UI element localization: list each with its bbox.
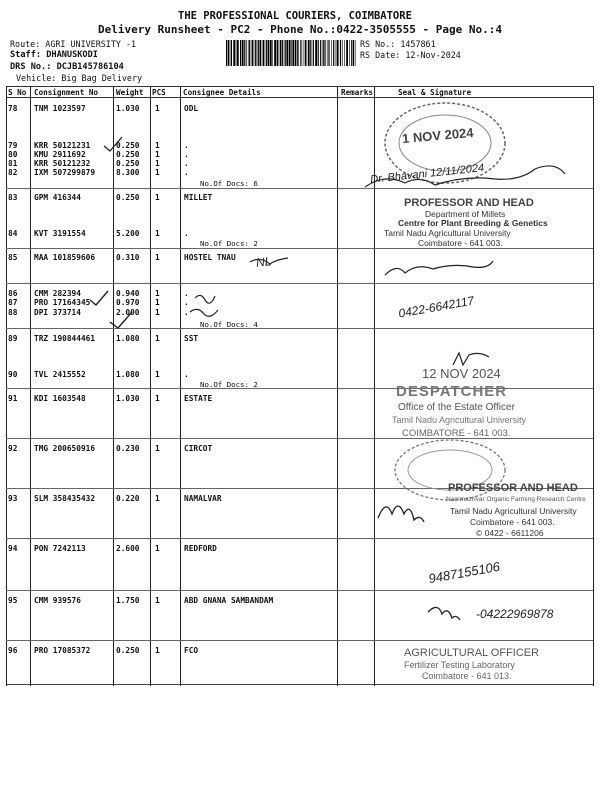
staff-label: Staff: DHANUSKODI — [10, 50, 98, 60]
cell-sno: 79 — [8, 141, 18, 150]
stamp-date: 1 NOV 2024 — [401, 124, 475, 147]
cell-pcs: 1 — [155, 289, 160, 298]
col-consignment: Consignment No — [34, 88, 99, 97]
cell-wt: 0.310 — [116, 253, 140, 262]
rs-date: RS Date: 12-Nov-2024 — [360, 50, 461, 60]
cell-det: . — [184, 308, 189, 317]
cell-cn: KDI 1603548 — [34, 394, 86, 403]
stamp-line: Tamil Nadu Agricultural University — [392, 415, 527, 425]
cell-sno: 80 — [8, 150, 18, 159]
cell-det: HOSTEL TNAU — [184, 253, 236, 262]
cell-det: . — [184, 168, 189, 177]
cell-pcs: 1 — [155, 370, 160, 379]
stamp-line: Coimbatore - 641 003. — [470, 517, 555, 527]
company-name: THE PROFESSIONAL COURIERS, COIMBATORE — [178, 10, 412, 22]
cell-pcs: 1 — [155, 494, 160, 503]
handwritten-mark — [195, 295, 215, 303]
cell-wt: 0.230 — [116, 444, 140, 453]
col-remarks: Remarks — [341, 88, 374, 97]
signature-scrawl — [378, 506, 424, 522]
stamp-line: Office of the Estate Officer — [398, 402, 515, 413]
docs-count: No.Of Docs: 2 — [200, 239, 258, 248]
stamp-line: © 0422 - 6611206 — [476, 528, 544, 538]
cell-det: ABD GNANA SAMBANDAM — [184, 596, 274, 605]
cell-pcs: 1 — [155, 168, 160, 177]
cell-cn: TRZ 190844461 — [34, 334, 96, 343]
cell-pcs: 1 — [155, 193, 160, 202]
cell-sno: 93 — [8, 494, 18, 503]
drs-number: DRS No.: DCJB145786104 — [10, 62, 124, 72]
cell-det: . — [184, 150, 189, 159]
cell-cn: GPM 416344 — [34, 193, 81, 202]
cell-sno: 95 — [8, 596, 18, 605]
cell-det: REDFORD — [184, 544, 217, 553]
cell-cn: CMM 282394 — [34, 289, 81, 298]
cell-wt: 1.080 — [116, 370, 140, 379]
col-sno: S No — [8, 88, 27, 97]
cell-wt: 0.220 — [116, 494, 140, 503]
cell-pcs: 1 — [155, 150, 160, 159]
cell-sno: 83 — [8, 193, 18, 202]
cell-wt: 0.250 — [116, 646, 140, 655]
cell-wt: 0.250 — [116, 193, 140, 202]
cell-cn: DPI 373714 — [34, 308, 81, 317]
rs-number: RS No.: 1457861 — [360, 39, 436, 49]
stamp-line: Centre for Plant Breeding & Genetics — [398, 218, 548, 228]
cell-cn: TMG 200650916 — [34, 444, 96, 453]
cell-sno: 94 — [8, 544, 18, 553]
col-consignee: Consignee Details — [183, 88, 261, 97]
cell-det: . — [184, 298, 189, 307]
signature-scrawl — [453, 353, 489, 365]
cell-det: SST — [184, 334, 199, 343]
cell-sno: 85 — [8, 253, 18, 262]
cell-pcs: 1 — [155, 334, 160, 343]
cell-pcs: 1 — [155, 229, 160, 238]
route-label: Route: AGRI UNIVERSITY -1 — [10, 39, 137, 49]
cell-pcs: 1 — [155, 104, 160, 113]
cell-wt: 1.750 — [116, 596, 140, 605]
cell-wt: 0.940 — [116, 289, 140, 298]
vehicle-label: Vehicle: Big Bag Delivery — [16, 73, 143, 83]
cell-cn: PRO 17085372 — [34, 646, 91, 655]
cell-sno: 81 — [8, 159, 18, 168]
cell-sno: 86 — [8, 289, 18, 298]
cell-pcs: 1 — [155, 596, 160, 605]
stamp-line: AGRICULTURAL OFFICER — [404, 647, 540, 659]
stamp-line: PROFESSOR AND HEAD — [404, 197, 534, 209]
handwritten-note: NL — [255, 254, 273, 270]
stamp-line: Nammazhvar Organic Farming Research Centre — [446, 496, 586, 503]
cell-wt: 1.030 — [116, 104, 140, 113]
cell-pcs: 1 — [155, 141, 160, 150]
stamp-line: Department of Millets — [425, 209, 506, 219]
docs-count: No.Of Docs: 2 — [200, 380, 258, 389]
cell-pcs: 1 — [155, 159, 160, 168]
cell-det: . — [184, 229, 189, 238]
stamp-line: DESPATCHER — [396, 383, 508, 400]
handwritten-signature: Dr. Bhavani 12/11/2024 — [369, 162, 485, 186]
stamp-line: PROFESSOR AND HEAD — [448, 482, 578, 494]
col-pcs: PCS — [152, 88, 166, 97]
stamp-line: Tamil Nadu Agricultural University — [450, 506, 577, 516]
cell-sno: 87 — [8, 298, 18, 307]
cell-cn: KRR 50121232 — [34, 159, 91, 168]
cell-det: MILLET — [184, 193, 213, 202]
handwritten-phone: 0422-6642117 — [397, 293, 476, 321]
docs-count: No.Of Docs: 4 — [200, 320, 258, 329]
cell-pcs: 1 — [155, 298, 160, 307]
handwritten-phone: 9487155106 — [427, 558, 502, 587]
signature-scrawl — [428, 607, 460, 620]
cell-wt: 0.250 — [116, 159, 140, 168]
cell-cn: SLM 358435432 — [34, 494, 96, 503]
cell-wt: 1.030 — [116, 394, 140, 403]
cell-wt: 1.080 — [116, 334, 140, 343]
cell-cn: PON 7242113 — [34, 544, 86, 553]
cell-det: . — [184, 370, 189, 379]
col-seal: Seal & Signature — [398, 88, 472, 97]
cell-cn: KRR 50121231 — [34, 141, 91, 150]
cell-pcs: 1 — [155, 394, 160, 403]
cell-det: . — [184, 159, 189, 168]
cell-sno: 89 — [8, 334, 18, 343]
docs-count: No.Of Docs: 6 — [200, 179, 258, 188]
cell-wt: 2.600 — [116, 544, 140, 553]
cell-sno: 78 — [8, 104, 18, 113]
runsheet-title: Delivery Runsheet - PC2 - Phone No.:0422-3505555 - Page No.:4 — [98, 23, 502, 36]
handwritten-mark — [190, 309, 218, 316]
stamp-line: Fertilizer Testing Laboratory — [404, 660, 515, 670]
check-mark — [110, 312, 132, 328]
handwritten-phone: -04222969878 — [476, 607, 554, 621]
cell-det: . — [184, 141, 189, 150]
cell-det: NAMALVAR — [184, 494, 222, 503]
cell-pcs: 1 — [155, 308, 160, 317]
cell-pcs: 1 — [155, 253, 160, 262]
cell-wt: 0.250 — [116, 150, 140, 159]
cell-cn: PRO 17164345 — [34, 298, 91, 307]
cell-sno: 91 — [8, 394, 18, 403]
cell-cn: CMM 939576 — [34, 596, 81, 605]
cell-sno: 92 — [8, 444, 18, 453]
cell-det: . — [184, 289, 189, 298]
stamp-line: Coimbatore - 641 013. — [422, 671, 512, 681]
cell-wt: 8.300 — [116, 168, 140, 177]
stamp-line: Tamil Nadu Agricultural University — [384, 228, 511, 238]
cell-cn: KMU 2911692 — [34, 150, 86, 159]
signature-scrawl — [385, 261, 493, 275]
cell-wt: 0.970 — [116, 298, 140, 307]
cell-cn: TVL 2415552 — [34, 370, 86, 379]
cell-sno: 90 — [8, 370, 18, 379]
stamp-date: 12 NOV 2024 — [422, 366, 501, 381]
cell-pcs: 1 — [155, 444, 160, 453]
cell-sno: 96 — [8, 646, 18, 655]
cell-sno: 84 — [8, 229, 18, 238]
stamp-line: COIMBATORE - 641 003. — [402, 428, 511, 439]
cell-sno: 82 — [8, 168, 18, 177]
cell-sno: 88 — [8, 308, 18, 317]
cell-det: FCO — [184, 646, 199, 655]
check-mark — [90, 291, 108, 305]
cell-pcs: 1 — [155, 544, 160, 553]
cell-det: ODL — [184, 104, 199, 113]
cell-wt: 0.250 — [116, 141, 140, 150]
cell-wt: 5.200 — [116, 229, 140, 238]
col-weight: Weight — [116, 88, 144, 97]
cell-wt: 2.000 — [116, 308, 140, 317]
cell-cn: KVT 3191554 — [34, 229, 86, 238]
cell-cn: TNM 1023597 — [34, 104, 86, 113]
cell-pcs: 1 — [155, 646, 160, 655]
cell-cn: MAA 101859606 — [34, 253, 96, 262]
check-mark — [104, 137, 122, 151]
cell-det: CIRCOT — [184, 444, 213, 453]
cell-det: ESTATE — [184, 394, 213, 403]
cell-cn: IXM 507299879 — [34, 168, 96, 177]
stamp-line: Coimbatore - 641 003. — [418, 238, 503, 248]
